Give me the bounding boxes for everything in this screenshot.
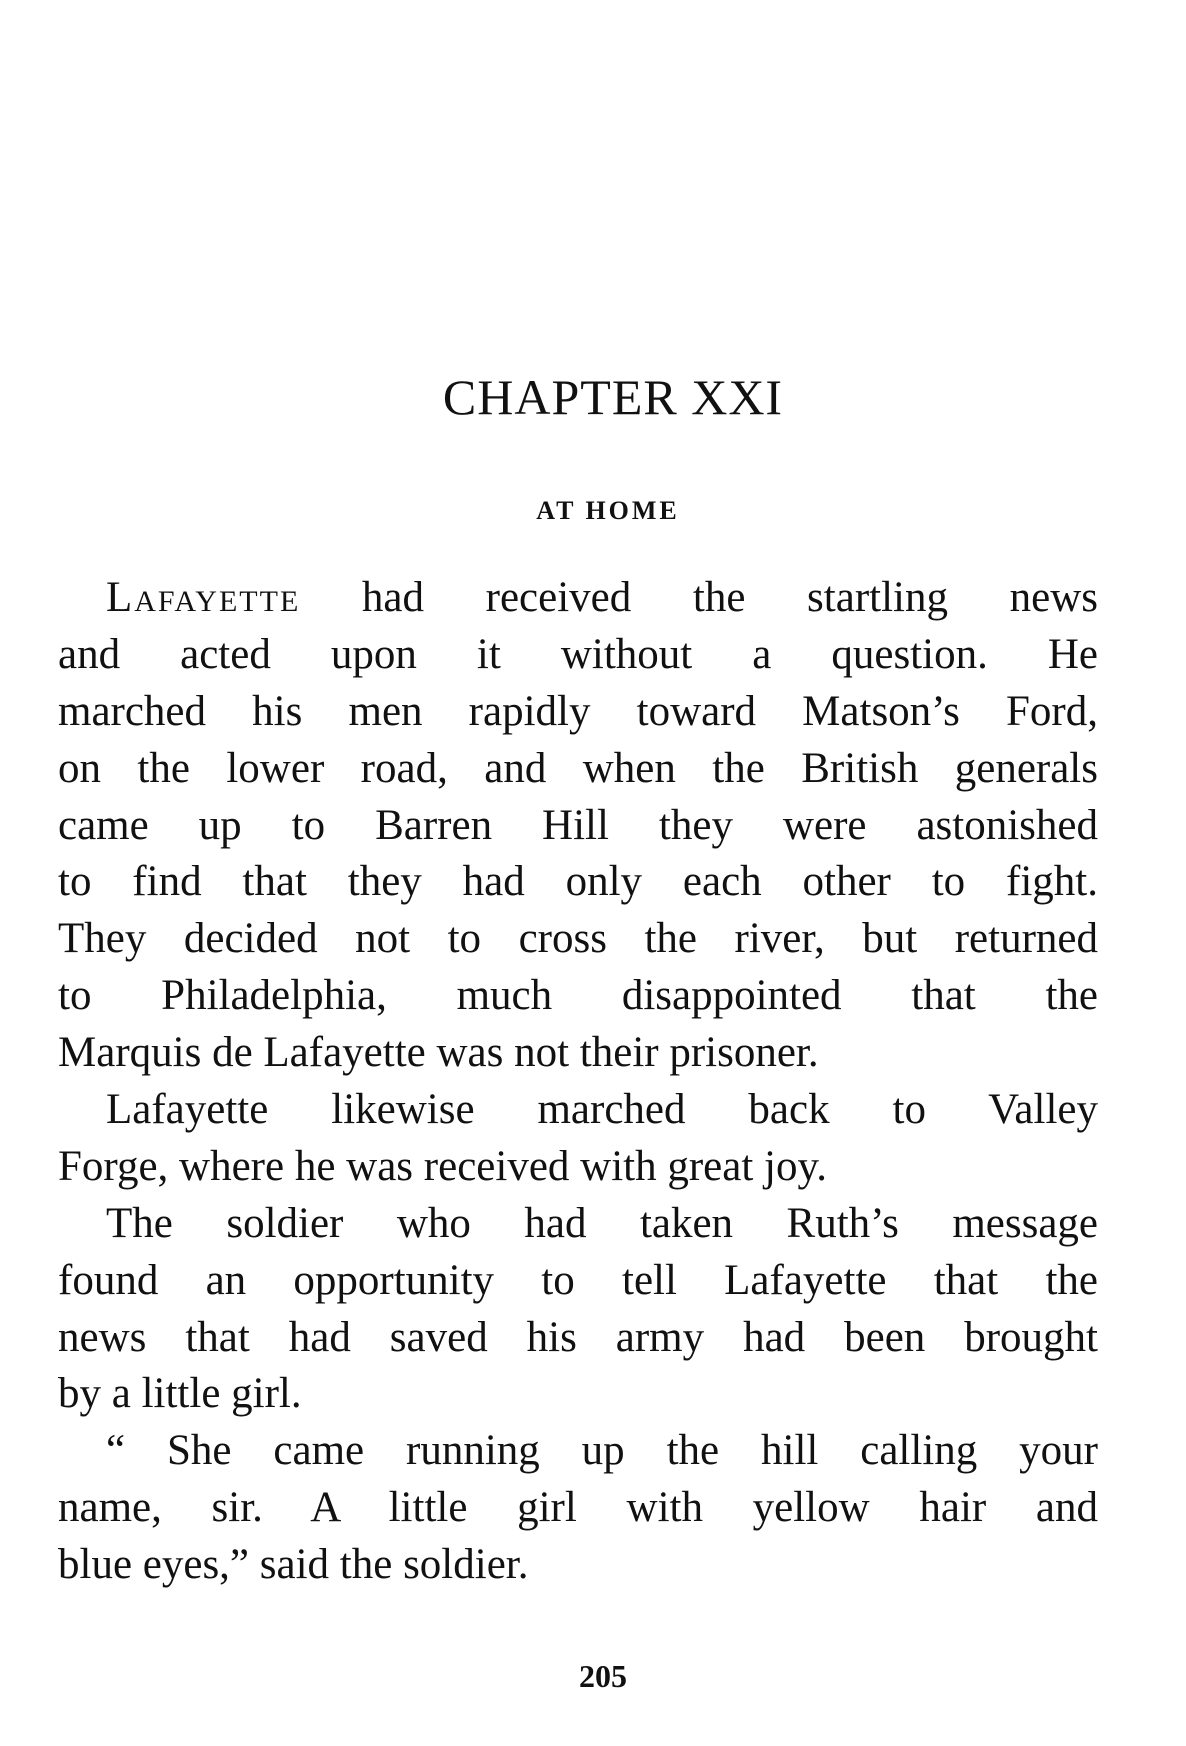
text-line: Forge, where he was received with great joy. <box>58 1142 827 1190</box>
text-line: news that had saved his army had been brought <box>58 1313 1098 1361</box>
text-line: Marquis de Lafayette was not their prisoner. <box>58 1029 819 1077</box>
text-line: They decided not to cross the river, but returned <box>58 915 1098 963</box>
text-line: found an opportunity to tell Lafayette that the <box>58 1256 1098 1304</box>
text-line: came up to Barren Hill they were astonished <box>58 801 1098 849</box>
text-line: by a little girl. <box>58 1370 302 1418</box>
text-line: Lafayette likewise marched back to Valley <box>106 1086 1098 1134</box>
page-number: 205 <box>579 1658 627 1694</box>
text-line: to Philadelphia, much disappointed that the <box>58 972 1098 1020</box>
text-line: The soldier who had taken Ruth’s message <box>106 1199 1098 1247</box>
text-line: blue eyes,” said the soldier. <box>58 1541 529 1589</box>
text-line <box>58 570 1098 627</box>
text-line: marched his men rapidly toward Matson’s Ford, <box>58 687 1098 735</box>
text-line: on the lower road, and when the British generals <box>58 744 1098 792</box>
chapter-subtitle: AT HOME <box>536 496 680 525</box>
chapter-body <box>58 570 1098 1594</box>
line-text: had received the startling news <box>300 574 1098 621</box>
text-line: “ She came running up the hill calling your <box>106 1427 1098 1475</box>
text-line: name, sir. A little girl with yellow hair and <box>58 1484 1098 1532</box>
text-line: and acted upon it without a question. He <box>58 630 1098 678</box>
lead-word: Lafayette <box>106 574 301 621</box>
text-line: to find that they had only each other to fight. <box>58 858 1098 906</box>
chapter-title: CHAPTER XXI <box>442 369 784 425</box>
